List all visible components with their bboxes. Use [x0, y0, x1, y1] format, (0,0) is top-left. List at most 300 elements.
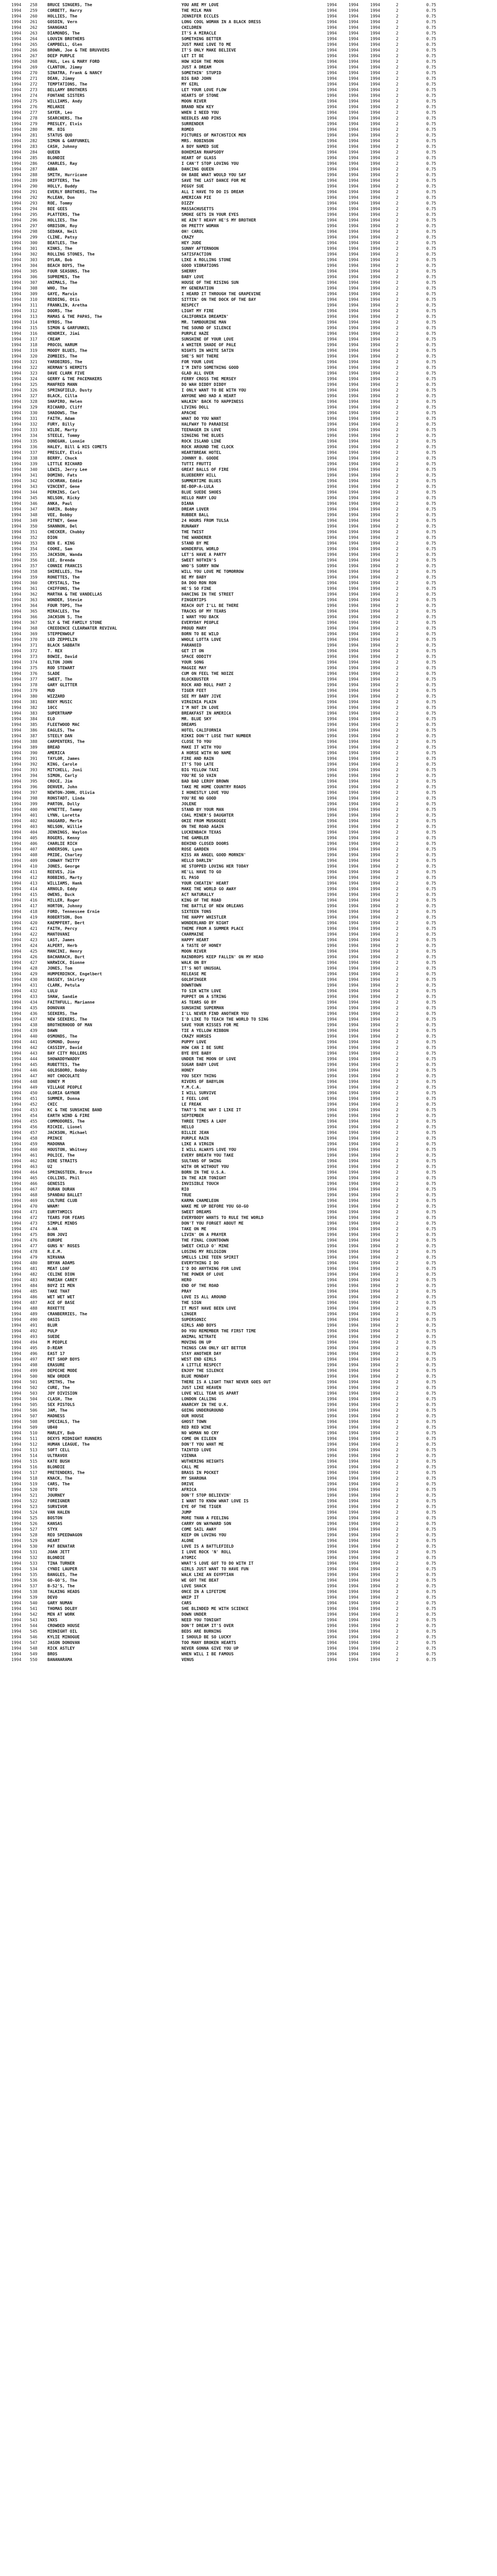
year-peak-cell: 1994: [349, 433, 359, 438]
points-cell: 0.75: [426, 972, 436, 976]
year-entered-cell: 1994: [327, 42, 337, 47]
year-exit-cell: 1994: [370, 399, 380, 404]
year-exit-cell: 1994: [370, 201, 380, 206]
year-peak-cell: 1994: [349, 280, 359, 285]
year-exit-cell: 1994: [370, 405, 380, 410]
points-cell: 0.75: [426, 1091, 436, 1095]
weeks-cell: 2: [396, 1618, 399, 1622]
weeks-cell: 2: [396, 785, 399, 789]
points-cell: 0.75: [426, 717, 436, 721]
year-peak-cell: 1994: [349, 1470, 359, 1475]
year-cell: 1994: [11, 671, 22, 676]
points-cell: 0.75: [426, 847, 436, 852]
entry-number-cell: 535: [30, 1572, 38, 1577]
year-exit-cell: 1994: [370, 445, 380, 449]
weeks-cell: 2: [396, 858, 399, 863]
year-cell: 1994: [11, 445, 22, 449]
title-cell: IT'S A MIRACLE: [181, 31, 217, 36]
year-entered-cell: 1994: [327, 1278, 337, 1282]
title-cell: DOWNTOWN: [181, 983, 202, 988]
entry-number-cell: 325: [30, 382, 38, 387]
year-peak-cell: 1994: [349, 1283, 359, 1288]
year-cell: 1994: [11, 921, 22, 925]
year-entered-cell: 1994: [327, 1425, 337, 1430]
points-cell: 0.75: [426, 1249, 436, 1254]
year-cell: 1994: [11, 127, 22, 132]
year-entered-cell: 1994: [327, 93, 337, 98]
title-cell: RIO: [181, 1187, 189, 1192]
title-cell: BYE BYE BABY: [181, 1051, 211, 1056]
entry-number-cell: 498: [30, 1363, 38, 1367]
points-cell: 0.75: [426, 1272, 436, 1277]
year-cell: 1994: [11, 1091, 22, 1095]
table-row: [0, 314, 497, 319]
table-row: [0, 591, 497, 597]
points-cell: 0.75: [426, 348, 436, 353]
title-cell: SHERRY: [181, 269, 196, 274]
year-entered-cell: 1994: [327, 1300, 337, 1305]
year-peak-cell: 1994: [349, 1113, 359, 1118]
points-cell: 0.75: [426, 609, 436, 614]
year-entered-cell: 1994: [327, 1646, 337, 1651]
year-cell: 1994: [11, 116, 22, 121]
table-row: [0, 1101, 497, 1107]
title-cell: FINGERTIPS: [181, 598, 207, 602]
table-row: [0, 1181, 497, 1187]
entry-number-cell: 282: [30, 139, 38, 143]
title-cell: HE STOPPED LOVING HER TODAY: [181, 864, 249, 869]
year-cell: 1994: [11, 479, 22, 483]
points-cell: 0.75: [426, 354, 436, 359]
table-row: [0, 1640, 497, 1646]
year-peak-cell: 1994: [349, 1510, 359, 1515]
table-row: [0, 1374, 497, 1379]
weeks-cell: 2: [396, 54, 399, 58]
points-cell: 0.75: [426, 1527, 436, 1532]
points-cell: 0.75: [426, 1340, 436, 1345]
table-row: [0, 773, 497, 778]
points-cell: 0.75: [426, 1584, 436, 1588]
table-row: [0, 852, 497, 858]
weeks-cell: 2: [396, 909, 399, 914]
title-cell: LIKE A VIRGIN: [181, 1142, 214, 1146]
weeks-cell: 2: [396, 82, 399, 87]
points-cell: 0.75: [426, 88, 436, 92]
year-peak-cell: 1994: [349, 1419, 359, 1424]
table-row: [0, 722, 497, 727]
points-cell: 0.75: [426, 156, 436, 160]
weeks-cell: 2: [396, 1119, 399, 1124]
weeks-cell: 2: [396, 71, 399, 75]
artist-cell: SEX PISTOLS: [47, 1402, 75, 1407]
year-entered-cell: 1994: [327, 1555, 337, 1560]
year-exit-cell: 1994: [370, 1470, 380, 1475]
weeks-cell: 2: [396, 1504, 399, 1509]
year-cell: 1994: [11, 1550, 22, 1554]
artist-cell: MIDNIGHT OIL: [47, 1629, 77, 1634]
entry-number-cell: 424: [30, 943, 38, 948]
points-cell: 0.75: [426, 280, 436, 285]
year-exit-cell: 1994: [370, 297, 380, 302]
artist-cell: BANANARAMA: [47, 1657, 73, 1662]
entry-number-cell: 533: [30, 1561, 38, 1566]
entry-number-cell: 438: [30, 1023, 38, 1027]
year-exit-cell: 1994: [370, 949, 380, 954]
artist-cell: WARWICK, Dionne: [47, 960, 85, 965]
title-cell: KEEP ON LOVING YOU: [181, 1533, 226, 1537]
year-exit-cell: 1994: [370, 745, 380, 750]
entry-number-cell: 270: [30, 71, 38, 75]
entry-number-cell: 434: [30, 1000, 38, 1005]
title-cell: RED RED WINE: [181, 1425, 211, 1430]
title-cell: WALKIN' BACK TO HAPPINESS: [181, 399, 244, 404]
year-peak-cell: 1994: [349, 1289, 359, 1294]
year-cell: 1994: [11, 598, 22, 602]
entry-number-cell: 467: [30, 1187, 38, 1192]
title-cell: EL PASO: [181, 875, 199, 880]
table-row: [0, 2, 497, 8]
year-cell: 1994: [11, 1527, 22, 1532]
year-cell: 1994: [11, 1402, 22, 1407]
year-peak-cell: 1994: [349, 620, 359, 625]
year-exit-cell: 1994: [370, 1221, 380, 1226]
year-cell: 1994: [11, 1136, 22, 1141]
table-row: [0, 1436, 497, 1442]
entry-number-cell: 526: [30, 1521, 38, 1526]
year-exit-cell: 1994: [370, 717, 380, 721]
points-cell: 0.75: [426, 666, 436, 670]
artist-cell: KNACK, The: [47, 1476, 73, 1481]
title-cell: MY GIRL: [181, 82, 199, 87]
year-cell: 1994: [11, 1595, 22, 1600]
table-row: [0, 580, 497, 586]
year-exit-cell: 1994: [370, 1363, 380, 1367]
year-exit-cell: 1994: [370, 1108, 380, 1112]
year-cell: 1994: [11, 1516, 22, 1520]
year-peak-cell: 1994: [349, 82, 359, 87]
year-peak-cell: 1994: [349, 184, 359, 189]
weeks-cell: 2: [396, 473, 399, 478]
artist-cell: MELANIE: [47, 105, 65, 109]
artist-cell: KAEMPFERT, Bert: [47, 921, 85, 925]
title-cell: FOR YOUR LOVE: [181, 360, 214, 364]
weeks-cell: 2: [396, 1261, 399, 1265]
year-entered-cell: 1994: [327, 802, 337, 806]
title-cell: ENJOY THE SILENCE: [181, 1368, 224, 1373]
weeks-cell: 2: [396, 779, 399, 784]
artist-cell: MEAT LOAF: [47, 1266, 70, 1271]
artist-cell: BEACH BOYS, The: [47, 263, 85, 268]
year-exit-cell: 1994: [370, 1232, 380, 1237]
year-cell: 1994: [11, 1283, 22, 1288]
title-cell: WONDERFUL WORLD: [181, 547, 219, 551]
title-cell: HEARTS OF STONE: [181, 93, 219, 98]
artist-cell: HUMPERDINCK, Engelbert: [47, 972, 102, 976]
entry-number-cell: 520: [30, 1487, 38, 1492]
weeks-cell: 2: [396, 1357, 399, 1362]
year-exit-cell: 1994: [370, 535, 380, 540]
points-cell: 0.75: [426, 1215, 436, 1220]
year-peak-cell: 1994: [349, 915, 359, 920]
table-row: [0, 705, 497, 710]
points-cell: 0.75: [426, 983, 436, 988]
entry-number-cell: 297: [30, 224, 38, 228]
year-entered-cell: 1994: [327, 31, 337, 36]
title-cell: EVERYBODY WANTS TO RULE THE WORLD: [181, 1215, 263, 1220]
title-cell: PURPLE HAZE: [181, 331, 209, 336]
artist-cell: ANIMALS, The: [47, 280, 77, 285]
points-cell: 0.75: [426, 167, 436, 172]
year-cell: 1994: [11, 1561, 22, 1566]
artist-cell: BROS: [47, 1652, 58, 1656]
artist-cell: LEE, Brenda: [47, 558, 75, 563]
entry-number-cell: 451: [30, 1096, 38, 1101]
year-entered-cell: 1994: [327, 235, 337, 240]
weeks-cell: 2: [396, 127, 399, 132]
weeks-cell: 2: [396, 246, 399, 251]
points-cell: 0.75: [426, 14, 436, 19]
points-cell: 0.75: [426, 399, 436, 404]
title-cell: SPACE ODDITY: [181, 654, 211, 659]
year-exit-cell: 1994: [370, 416, 380, 421]
table-row: [0, 608, 497, 614]
weeks-cell: 2: [396, 960, 399, 965]
year-entered-cell: 1994: [327, 184, 337, 189]
table-row: [0, 1028, 497, 1033]
year-entered-cell: 1994: [327, 1516, 337, 1520]
entry-number-cell: 281: [30, 133, 38, 138]
table-row: [0, 676, 497, 682]
year-cell: 1994: [11, 1147, 22, 1152]
year-peak-cell: 1994: [349, 1006, 359, 1010]
points-cell: 0.75: [426, 286, 436, 291]
year-entered-cell: 1994: [327, 1391, 337, 1396]
year-exit-cell: 1994: [370, 190, 380, 194]
year-peak-cell: 1994: [349, 1601, 359, 1605]
title-cell: LONDON CALLING: [181, 1397, 217, 1401]
points-cell: 0.75: [426, 1470, 436, 1475]
year-peak-cell: 1994: [349, 1504, 359, 1509]
year-cell: 1994: [11, 280, 22, 285]
year-peak-cell: 1994: [349, 1000, 359, 1005]
year-peak-cell: 1994: [349, 37, 359, 41]
weeks-cell: 2: [396, 1198, 399, 1203]
year-peak-cell: 1994: [349, 892, 359, 897]
year-peak-cell: 1994: [349, 1374, 359, 1379]
year-entered-cell: 1994: [327, 688, 337, 693]
year-entered-cell: 1994: [327, 173, 337, 177]
weeks-cell: 2: [396, 1295, 399, 1299]
weeks-cell: 2: [396, 989, 399, 993]
entry-number-cell: 376: [30, 671, 38, 676]
year-cell: 1994: [11, 581, 22, 585]
year-peak-cell: 1994: [349, 490, 359, 495]
title-cell: TIGER FEET: [181, 688, 207, 693]
year-entered-cell: 1994: [327, 365, 337, 370]
year-cell: 1994: [11, 1459, 22, 1464]
year-exit-cell: 1994: [370, 768, 380, 772]
year-exit-cell: 1994: [370, 1623, 380, 1628]
year-exit-cell: 1994: [370, 1295, 380, 1299]
year-entered-cell: 1994: [327, 858, 337, 863]
year-exit-cell: 1994: [370, 320, 380, 325]
year-peak-cell: 1994: [349, 1255, 359, 1260]
artist-cell: LULU: [47, 989, 58, 993]
table-row: [0, 988, 497, 994]
artist-cell: PERKINS, Carl: [47, 490, 80, 495]
title-cell: DO YOU REMEMBER THE FIRST TIME: [181, 1329, 256, 1333]
entry-number-cell: 369: [30, 632, 38, 636]
artist-cell: WILLIAMS, Hank: [47, 881, 82, 886]
year-entered-cell: 1994: [327, 632, 337, 636]
year-entered-cell: 1994: [327, 853, 337, 857]
year-cell: 1994: [11, 762, 22, 767]
weeks-cell: 2: [396, 433, 399, 438]
year-peak-cell: 1994: [349, 1397, 359, 1401]
title-cell: RIVERS OF BABYLON: [181, 1079, 224, 1084]
artist-cell: DION: [47, 535, 58, 540]
artist-cell: AMERICA: [47, 751, 65, 755]
year-exit-cell: 1994: [370, 898, 380, 903]
entry-number-cell: 302: [30, 252, 38, 257]
weeks-cell: 2: [396, 201, 399, 206]
title-cell: CARS: [181, 1601, 192, 1605]
weeks-cell: 2: [396, 360, 399, 364]
artist-cell: BLONDIE: [47, 1555, 65, 1560]
weeks-cell: 2: [396, 972, 399, 976]
points-cell: 0.75: [426, 643, 436, 648]
points-cell: 0.75: [426, 1442, 436, 1447]
year-peak-cell: 1994: [349, 637, 359, 642]
title-cell: DREAM LOVER: [181, 507, 209, 512]
points-cell: 0.75: [426, 1448, 436, 1452]
title-cell: WHO'S SORRY NOW: [181, 564, 219, 568]
year-peak-cell: 1994: [349, 105, 359, 109]
points-cell: 0.75: [426, 1266, 436, 1271]
year-cell: 1994: [11, 1108, 22, 1112]
year-peak-cell: 1994: [349, 1408, 359, 1413]
year-peak-cell: 1994: [349, 796, 359, 801]
year-exit-cell: 1994: [370, 671, 380, 676]
year-peak-cell: 1994: [349, 110, 359, 115]
points-cell: 0.75: [426, 450, 436, 455]
artist-cell: HOLLY, Buddy: [47, 184, 77, 189]
year-exit-cell: 1994: [370, 1476, 380, 1481]
points-cell: 0.75: [426, 1283, 436, 1288]
year-cell: 1994: [11, 836, 22, 840]
year-exit-cell: 1994: [370, 1176, 380, 1180]
year-entered-cell: 1994: [327, 983, 337, 988]
year-entered-cell: 1994: [327, 564, 337, 568]
year-peak-cell: 1994: [349, 1312, 359, 1316]
points-cell: 0.75: [426, 116, 436, 121]
entry-number-cell: 273: [30, 88, 38, 92]
title-cell: BABY LOVE: [181, 275, 204, 279]
year-peak-cell: 1994: [349, 388, 359, 393]
table-row: [0, 149, 497, 155]
table-row: [0, 144, 497, 149]
weeks-cell: 2: [396, 195, 399, 200]
year-peak-cell: 1994: [349, 1323, 359, 1328]
title-cell: MR. TAMBOURINE MAN: [181, 320, 226, 325]
weeks-cell: 2: [396, 943, 399, 948]
artist-cell: LAST, James: [47, 938, 75, 942]
year-peak-cell: 1994: [349, 700, 359, 704]
table-row: [0, 132, 497, 138]
year-entered-cell: 1994: [327, 1249, 337, 1254]
year-peak-cell: 1994: [349, 1068, 359, 1073]
artist-cell: GAYE, Marvin: [47, 292, 77, 296]
year-entered-cell: 1994: [327, 864, 337, 869]
year-cell: 1994: [11, 1057, 22, 1061]
artist-cell: TAYLOR, James: [47, 756, 80, 761]
year-entered-cell: 1994: [327, 439, 337, 444]
weeks-cell: 2: [396, 802, 399, 806]
artist-cell: FURY, Billy: [47, 422, 75, 427]
year-cell: 1994: [11, 348, 22, 353]
table-row: [0, 1118, 497, 1124]
weeks-cell: 2: [396, 1442, 399, 1447]
entry-number-cell: 342: [30, 479, 38, 483]
year-peak-cell: 1994: [349, 337, 359, 342]
artist-cell: EUROPE: [47, 1238, 62, 1243]
year-cell: 1994: [11, 1102, 22, 1107]
entry-number-cell: 390: [30, 751, 38, 755]
artist-cell: SHANGHAI: [47, 25, 68, 30]
year-peak-cell: 1994: [349, 830, 359, 835]
title-cell: I ONLY WANT TO BE WITH YOU: [181, 388, 246, 393]
weeks-cell: 2: [396, 377, 399, 381]
entry-number-cell: 264: [30, 37, 38, 41]
year-exit-cell: 1994: [370, 229, 380, 234]
year-entered-cell: 1994: [327, 1606, 337, 1611]
weeks-cell: 2: [396, 422, 399, 427]
entry-number-cell: 346: [30, 501, 38, 506]
table-row: [0, 365, 497, 370]
artist-cell: JOURNEY: [47, 1493, 65, 1498]
year-entered-cell: 1994: [327, 785, 337, 789]
year-entered-cell: 1994: [327, 1527, 337, 1532]
year-exit-cell: 1994: [370, 1181, 380, 1186]
title-cell: SHE BLINDED ME WITH SCIENCE: [181, 1606, 249, 1611]
artist-cell: REDDING, Otis: [47, 297, 80, 302]
table-row: [0, 348, 497, 353]
artist-cell: WILDE, Marty: [47, 428, 77, 432]
entry-number-cell: 406: [30, 841, 38, 846]
entry-number-cell: 395: [30, 779, 38, 784]
weeks-cell: 2: [396, 445, 399, 449]
artist-cell: NEWTON-JOHN, Olivia: [47, 790, 95, 795]
table-row: [0, 1005, 497, 1011]
weeks-cell: 2: [396, 632, 399, 636]
table-row: [0, 710, 497, 716]
weeks-cell: 2: [396, 1380, 399, 1384]
points-cell: 0.75: [426, 320, 436, 325]
weeks-cell: 2: [396, 139, 399, 143]
year-cell: 1994: [11, 1425, 22, 1430]
table-row: [0, 1634, 497, 1640]
year-cell: 1994: [11, 796, 22, 801]
title-cell: THEME FROM A SUMMER PLACE: [181, 926, 244, 931]
year-entered-cell: 1994: [327, 1533, 337, 1537]
year-peak-cell: 1994: [349, 1079, 359, 1084]
points-cell: 0.75: [426, 241, 436, 245]
title-cell: HONEY: [181, 1068, 194, 1073]
entry-number-cell: 483: [30, 1278, 38, 1282]
weeks-cell: 2: [396, 541, 399, 546]
entry-number-cell: 452: [30, 1102, 38, 1107]
year-peak-cell: 1994: [349, 99, 359, 104]
